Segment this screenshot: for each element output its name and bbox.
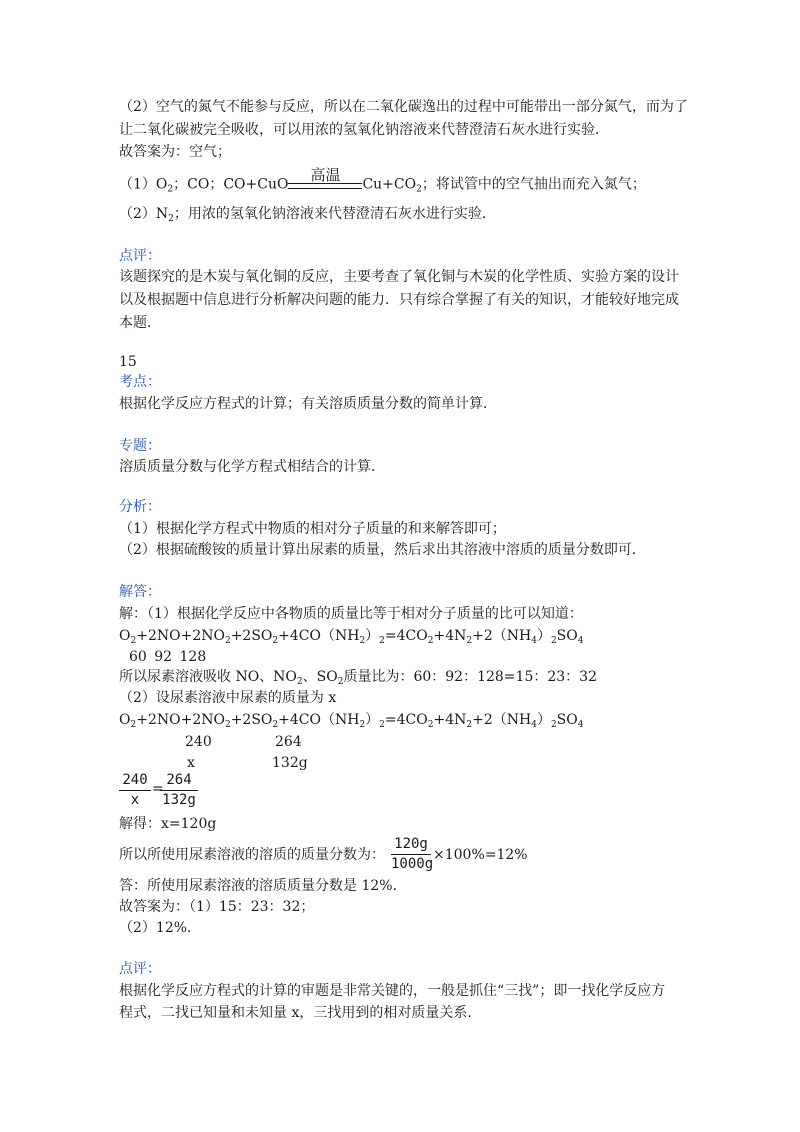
equation-term: O — [119, 712, 131, 728]
equation-subscript: 2 — [224, 636, 231, 646]
review-line: 以及根据题中信息进行分析解决问题的能力．只有综合掌握了有关的知识，才能较好地完成 — [119, 292, 679, 308]
fraction-240-x: 240 x — [119, 772, 151, 809]
equation-subscript: 4 — [531, 720, 537, 730]
equation-subscript: 2 — [130, 720, 137, 730]
paragraph-line: （2）空气的氮气不能参与反应，所以在二氧化碳逸出的过程中可能带出一部分氮气，而为了 — [119, 99, 688, 115]
mass-240: 240 — [185, 734, 212, 750]
jieda-label: 解答： — [119, 584, 161, 600]
var-132g: 132g — [272, 755, 308, 771]
review-line: 该题探究的是木炭与氧化铜的反应，主要考查了氧化铜与木炭的化学性质、实验方案的设计 — [119, 269, 679, 285]
ratio-line: 所以尿素溶液吸收 NO、$NO_2$、$SO_2$质量比为：60：92：128=15：23：32 — [119, 669, 597, 687]
fenxi-line: （2）根据硫酸铵的质量计算出尿素的质量，然后求出其溶液中溶质的质量分数即可． — [119, 542, 646, 558]
equation-term: +2（NH — [472, 628, 532, 644]
equation-subscript: 4 — [577, 636, 584, 646]
equation-term: ） — [536, 628, 551, 644]
equation-term: +4CO（NH — [278, 628, 360, 644]
mass-264: 264 — [275, 734, 302, 750]
review-line: 本题． — [119, 315, 161, 331]
equation-term: ） — [365, 628, 380, 644]
equation-term: ） — [536, 712, 551, 728]
zhuanti-text: 溶质质量分数与化学方程式相结合的计算． — [119, 459, 385, 475]
chemical-equation — [119, 627, 583, 645]
equation-term: +4N — [433, 628, 467, 644]
answer-part-2: （2）12%． — [119, 920, 202, 936]
fenxi-label: 分析： — [119, 499, 161, 515]
equation-subscript: 2 — [359, 636, 366, 646]
zhuanti-label: 专题： — [119, 438, 161, 454]
equation-term: =4CO — [384, 628, 428, 644]
equation-term: +4CO（NH — [278, 712, 360, 728]
review-line: 根据化学反应方程式的计算的审题是非常关键的，一般是抓住“三找”；即一找化学反应方 — [119, 983, 666, 999]
fraction-120g-1000g: 120g 1000g — [391, 836, 434, 872]
kaodian-label: 考点： — [119, 374, 161, 390]
answer-intro: 故答案为：空气； — [119, 144, 231, 160]
equation-subscript: 4 — [531, 636, 537, 646]
equation-term: =4CO — [384, 712, 428, 728]
set-x-line: （2）设尿素溶液中尿素的质量为 x — [119, 690, 337, 706]
question-number: 15 — [119, 354, 137, 370]
equation-subscript: 2 — [466, 720, 473, 730]
equation-term: +2NO+2NO — [136, 628, 225, 644]
equation-term: +2NO+2NO — [136, 712, 225, 728]
answer-line-2: $(2)N_2$；用浓的氢氧化钠溶液来代替澄清石灰水进行实验． — [119, 206, 496, 224]
equation-subscript: 2 — [379, 720, 385, 730]
equation-term: +4N — [433, 712, 467, 728]
equation-subscript: 2 — [359, 720, 366, 730]
equation-term: SO — [556, 628, 578, 644]
answer-statement: 答：所使用尿素溶液的溶质质量分数是 12%． — [119, 878, 407, 894]
equation-subscript: 2 — [550, 720, 557, 730]
fenxi-line: （1）根据化学方程式中物质的相对分子质量的和来解答即可； — [119, 521, 506, 537]
fraction-text: 所以所使用尿素溶液的溶质的质量分数为： — [119, 847, 385, 863]
equation-subscript: 2 — [272, 720, 279, 730]
answer-intro: 故答案为：（1）15：23：32； — [119, 899, 315, 915]
reaction-condition: 高温 — [288, 168, 362, 189]
chemical-equation — [119, 711, 583, 729]
equation-subscript: 2 — [466, 636, 473, 646]
equation-subscript: 2 — [272, 636, 279, 646]
fraction-264-132g: 264 132g — [160, 772, 198, 809]
solve-line: 解得：x=120g — [119, 816, 217, 832]
kaodian-text: 根据化学反应方程式的计算；有关溶质质量分数的简单计算． — [119, 396, 497, 412]
equation-subscript: 2 — [427, 636, 434, 646]
equals-sign: = — [152, 781, 164, 797]
paragraph-line: 让二氧化碳被完全吸收，可以用浓的氢氧化钠溶液来代替澄清石灰水进行实验． — [119, 122, 609, 138]
equation-subscript: 2 — [427, 720, 434, 730]
equation-term: ） — [365, 712, 380, 728]
equation-term: O — [119, 628, 131, 644]
equation-subscript: 4 — [577, 720, 584, 730]
equation-term: SO — [556, 712, 578, 728]
equation-subscript: 2 — [130, 636, 137, 646]
review-line: 程式，二找已知量和未知量 x，三找用到的相对质量关系． — [119, 1005, 482, 1021]
equation-term: +2（NH — [472, 712, 532, 728]
equation-subscript: 2 — [550, 636, 557, 646]
equation-term: +2SO — [230, 628, 273, 644]
var-x: x — [187, 755, 195, 771]
answer-line-1: $(1)O_2$；CO；CO+CuO 高温 $Cu+CO_2$；将试管中的空气抽出而充入氮气； — [119, 166, 646, 195]
equation-term: +2SO — [230, 712, 273, 728]
solution-line: 解：（1）根据化学反应中各物质的质量比等于相对分子质量的比可以知道： — [119, 606, 583, 622]
fraction-tail: ×100%=12% — [433, 847, 528, 863]
review-label: 点评： — [119, 961, 161, 977]
equation-subscript: 2 — [379, 636, 385, 646]
equation-subscript: 2 — [224, 720, 231, 730]
molar-masses: 60 92 128 — [129, 649, 207, 665]
review-label: 点评： — [119, 248, 161, 264]
